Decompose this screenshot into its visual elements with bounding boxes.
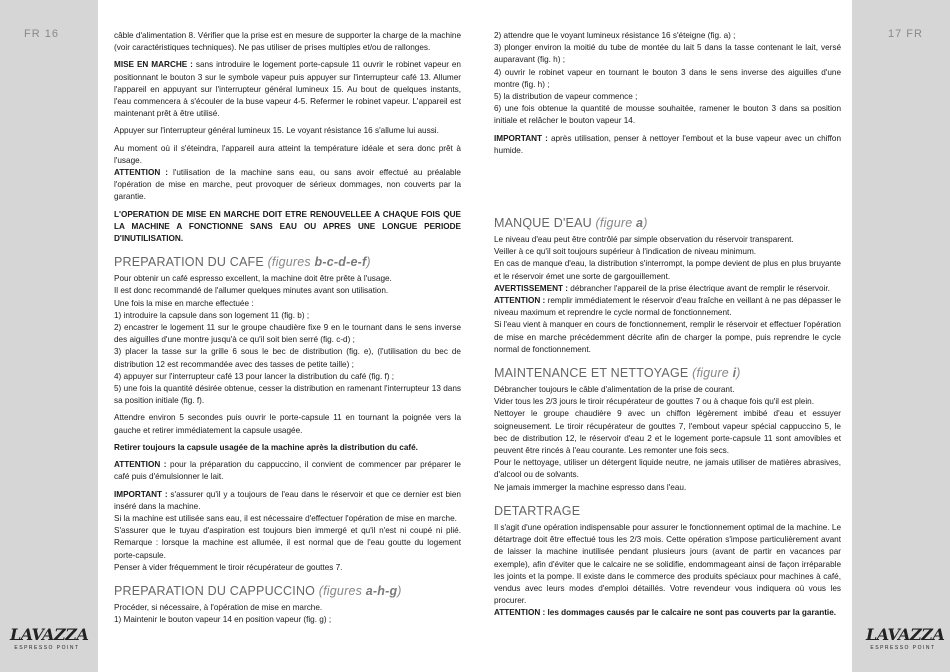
list-item: 3) placer la tasse sur la grille 6 sous le bec de distribution (fig. e), (l'utilisation du bec de distribution 12 est recommandée avec des tasses de petite taille) ; [114,347,461,369]
paragraph: Pour le nettoyage, utiliser un détergent liquide neutre, ne jamais utiliser de matières abrasives, d'alcool ou de solvants. [494,458,841,480]
paragraph: AVERTISSEMENT : débrancher l'appareil de la prise électrique avant de remplir le réservoir. [494,283,830,293]
bold-lead: ATTENTION : [114,460,167,470]
lavazza-logo-left [10,625,89,651]
list-item: 2) attendre que le voyant lumineux résistance 16 s'éteigne (fig. a) ; [494,31,736,40]
paragraph: Une fois la mise en marche effectuée : [114,298,254,308]
paragraph: Attendre environ 5 secondes puis ouvrir le porte-capsule 11 en tournant la poignée vers la gauche et retirer immédiatement la capsule usagée. [114,413,461,435]
paragraph: Le niveau d'eau peut être contrôlé par simple observation du réservoir transparent. [494,235,794,245]
paragraph: S'assurer que le tuyau d'aspiration est toujours bien immergé et qu'il n'est ni coupé ni plié. Remarque : lorsque la machine est allumée, il est normal que de l'eau goutte du logement porte-capsule. [114,526,461,560]
paragraph: Au moment où il s'éteindra, l'appareil aura atteint la température idéale et sera donc prêt à l'usage. [114,143,461,165]
paragraph: Retirer toujours la capsule usagée de la machine après la distribution du café. [114,442,418,452]
list-item: 6) une fois obtenue la quantité de mousse souhaitée, ramener le bouton 3 dans sa position initiale et relâcher le bouton vapeur 14. [494,104,841,126]
page-number-right: 17 FR [888,28,923,40]
section-heading-maintenance: MAINTENANCE ET NETTOYAGE (figure i) [494,366,741,381]
bold-lead: MISE EN MARCHE : [114,60,193,70]
paragraph: Penser à vider fréquemment le tiroir récupérateur de gouttes 7. [114,562,343,572]
bold-lead: ATTENTION : [494,296,546,306]
logo-wordmark: LAVAZZA [10,625,89,644]
spacer [494,162,841,206]
bold-lead: IMPORTANT : [494,133,548,143]
bold-lead: IMPORTANT : [114,489,168,499]
left-column [114,30,461,626]
list-item: 2) encastrer le logement 11 sur le groupe chaudière fixe 9 en le tournant dans le sens inverse des aiguilles d'une montre jusqu'à ce qu'il soit bien serré (fig. c-d) ; [114,323,461,345]
paragraph: ATTENTION : remplir immédiatement le réservoir d'eau fraîche en veillant à ne pas dépasser le niveau maximum et reprendre le cycle normal de fonctionnement. [494,296,841,318]
paragraph: Il est donc recommandé de l'allumer quelques minutes avant son utilisation. [114,286,389,296]
warning-paragraph: L'OPERATION DE MISE EN MARCHE DOIT ETRE RENOUVELLEE A CHAQUE FOIS QUE LA MACHINE A FONCTIONNE SANS EAU OU APRES UNE LONGUE PERIODE D'INUTILISATION. [114,209,461,244]
list-item: 4) ouvrir le robinet vapeur en tournant le bouton 3 dans le sens inverse des aiguilles d'une montre (fig. h) ; [494,67,841,89]
list-item: 5) la distribution de vapeur commence ; [494,92,638,102]
paragraph: Nettoyer le groupe chaudière 9 avec un chiffon légèrement imbibé d'eau et essuyer soigneusement. Le tiroir récupérateur de gouttes 7, l'embout vapeur spécial cappuccino 5, le bec de distribution 12, le réservoir d'eau 2 et le logement porte-capsule 11 sont amovibles et peuvent être rincés à l'eau courante. Les remonter une fois secs. [494,409,841,456]
paragraph: Pour obtenir un café espresso excellent, la machine doit être prête à l'usage. [114,274,392,284]
paragraph: MISE EN MARCHE : sans introduire le logement porte-capsule 11 ouvrir le robinet vapeur en positionnant le bouton 3 sur le symbole vapeur puis appuyer sur l'interrupteur café 13. Allumer l'appareil en appuyant sur l'interrupteur général lumineux 15. Au bout de quelques instants, l'eau commencera à s'écouler de la buse vapeur 4-5. Refermer le robinet vapeur. L'appareil est maintenant prêt à être utilisé. [114,60,461,119]
paragraph: câble d'alimentation 8. Vérifier que la prise est en mesure de supporter la charge de la machine (voir caractéristiques techniques). Ne pas utiliser de prises multiples et/ou de rallonges. [114,31,461,53]
paragraph: ATTENTION : les dommages causés par le calcaire ne sont pas couverts par la garantie. [494,608,837,618]
paragraph: Vider tous les 2/3 jours le tiroir récupérateur de gouttes 7 ou à chaque fois qu'il est plein. [494,397,815,407]
paragraph: Débrancher toujours le câble d'alimentation de la prise de courant. [494,385,735,395]
section-heading-manque-eau: MANQUE D'EAU (figure a) [494,216,648,231]
paragraph: Veiller à ce qu'il soit toujours supérieur à l'indication de niveau minimum. [494,247,757,257]
paragraph: ATTENTION : pour la préparation du cappuccino, il convient de commencer par préparer le café puis d'émulsionner le lait. [114,460,461,482]
paragraph: IMPORTANT : après utilisation, penser à nettoyer l'embout et la buse vapeur avec un chiffon humide. [494,133,841,155]
list-item: 1) Maintenir le bouton vapeur 14 en position vapeur (fig. g) ; [114,615,332,625]
paragraph: Appuyer sur l'interrupteur général lumineux 15. Le voyant résistance 16 s'allume lui aussi. [114,126,439,136]
logo-wordmark: LAVAZZA [866,625,945,644]
paragraph: IMPORTANT : s'assurer qu'il y a toujours de l'eau dans le réservoir et que ce dernier est bien inséré dans la machine. [114,489,461,511]
right-column [494,30,841,620]
right-margin-band [852,0,950,672]
bold-lead: AVERTISSEMENT : [494,283,568,293]
paragraph: Ne jamais immerger la machine espresso dans l'eau. [494,482,687,492]
list-item: 1) introduire la capsule dans son logement 11 (fig. b) ; [114,310,310,320]
paragraph: Il s'agit d'une opération indispensable pour assurer le fonctionnement optimal de la machine. Le détartrage doit être effectué tous les 2/3 mois. Cette opération s'impose particulièrement avant de laisser la machine inutilisée pendant plusieurs jours (avant de partir en vacances par exemple), afin d'éviter que le calcaire ne se solidifie, endommageant ainsi de façon irréparable les joints et la pompe. Il existe dans le commerce des produits spéciaux pour machines à café, vendus avec leurs modes d'emploi détaillés. Votre revendeur vous indiquera où vous les procurer. [494,522,841,606]
left-margin-band [0,0,98,672]
page-number-left: FR 16 [24,28,59,40]
bold-lead: ATTENTION : [114,168,168,178]
paragraph: En cas de manque d'eau, la distribution s'interrompt, la pompe devient de plus en plus bruyante et le réservoir émet une sorte de gargouillement. [494,259,841,281]
paragraph: Si la machine est utilisée sans eau, il est nécessaire d'effectuer l'opération de mise en marche. [114,513,457,523]
paragraph: Si l'eau vient à manquer en cours de fonctionnement, remplir le réservoir et effectuer l'opération de mise en marche précédemment décrite afin de charger la pompe, puis reprendre le cycle normal de fonctionnement. [494,320,841,354]
section-heading-cappuccino: PREPARATION DU CAPPUCCINO (figures a-h-g) [114,583,402,598]
list-item: 4) appuyer sur l'interrupteur café 13 pour lancer la distribution du café (fig. f) ; [114,371,395,381]
list-item: 3) plonger environ la moitié du tube de montée du lait 5 dans la tasse contenant le lait, versé auparavant (fig. h) ; [494,43,841,65]
logo-subtitle: ESPRESSO POINT [14,645,80,651]
section-heading-detartrage: DETARTRAGE [494,503,581,518]
paragraph: Procéder, si nécessaire, à l'opération de mise en marche. [114,602,323,612]
list-item: 5) une fois la quantité désirée obtenue, cesser la distribution en ramenant l'interrupteur 13 dans sa position initiale (fig. f). [114,384,461,406]
section-heading-cafe: PREPARATION DU CAFE (figures b-c-d-e-f) [114,255,371,270]
lavazza-logo-right [866,625,945,651]
logo-subtitle: ESPRESSO POINT [870,645,936,651]
paragraph: ATTENTION : l'utilisation de la machine sans eau, ou sans avoir effectué au préalable l'opération de mise en marche, peut provoquer de sérieux dommages, non couverts par la garantie. [114,168,461,202]
